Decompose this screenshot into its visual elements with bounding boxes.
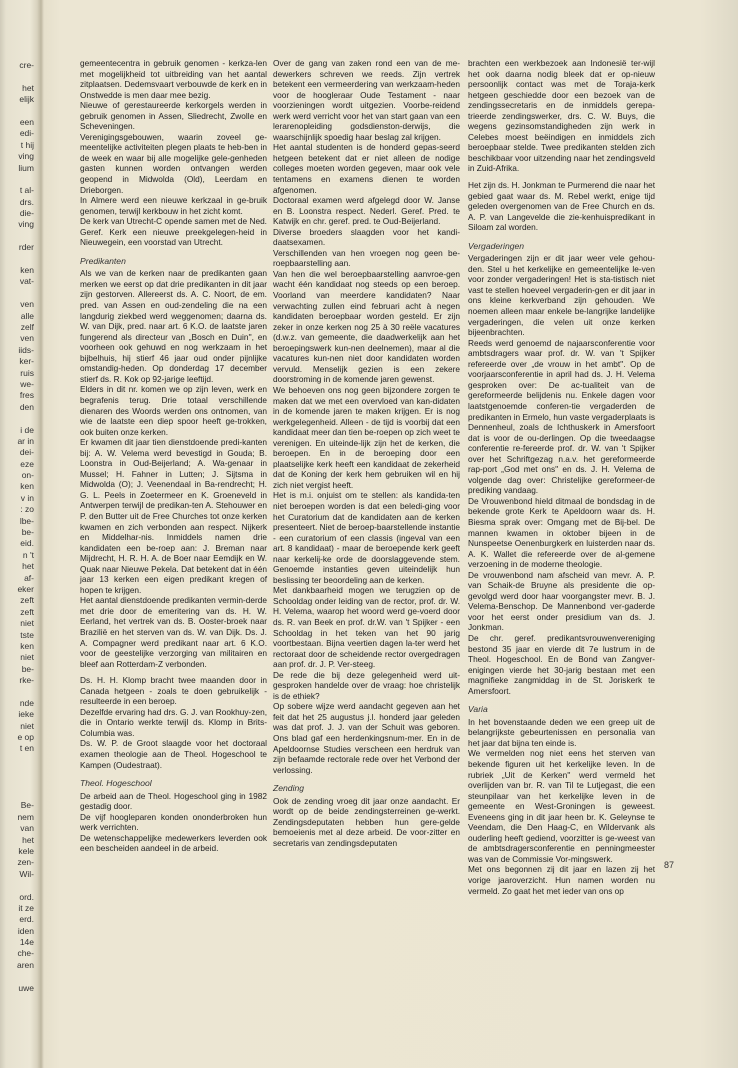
edge-fragment: be- <box>21 527 34 538</box>
paragraph: Op sobere wijze werd aandacht gegeven aan het feit dat het 25 augustus j.l. honderd jaar geleden was dat prof. J. J. van der Schuit was geboren. Ons blad gaf een herdenkingsnum-mer. En in de Apeldoornse Studies verscheen een herdruk van zijn befaamde rectorale rede over het Verbond der verlossing. <box>273 701 460 775</box>
previous-page-edge-fragments <box>0 60 34 994</box>
edge-fragment <box>0 778 34 789</box>
paragraph: De rede die bij deze gelegenheid werd uit-gesproken handelde over de vraag: hoe christelijk is de ethiek? <box>273 669 460 701</box>
edge-fragment <box>0 288 34 299</box>
paragraph: De vrouwenbond nam afscheid van mevr. A. P. van Schaik-de Bruyne als presidente die op-gevolgd werd door haar voorgangster mevr. B. J. Velema-Benschop. De Mannenbond ver-gaderde voor het eerst onder presidium van ds. J. Jonkman. <box>468 569 655 633</box>
edge-fragment: lbe- <box>19 515 34 526</box>
edge-fragment: niet <box>20 618 34 629</box>
edge-fragment: v in <box>20 492 34 503</box>
section-heading: Varia <box>468 704 488 715</box>
edge-fragment <box>0 174 34 185</box>
paragraph: brachten een werkbezoek aan Indonesië ter-wijl het ook daarna nodig bleek dat er op-nieuw persoonlijk contact was met de Toraja-kerk hetgeen geschiedde door een bezoek van de zendingssecretaris en de inmiddels gerepa-trieerde zendingswerker, drs. C. W. Buys, die wegens gezinsomstandigheden zijn werk in Celebes moest beëindigen en inmiddels zich beroepbaar stelde. Twee predikanten stelden zich beschikbaar voor uitzending naar het zendingsveld in Zuid-Afrika. <box>468 58 655 174</box>
edge-fragment: Wil- <box>19 868 34 879</box>
column-1 <box>80 58 267 854</box>
edge-fragment: drs. <box>19 196 34 207</box>
paragraph: Elders in dit nr. komen we op zijn leven, werk en begrafenis terug. Drie totaal verschillende dienaren des Woords werden ons ontnomen, van wie de laatste een diep spoor heeft ge-trokken, ook buiten onze kerken. <box>80 384 267 437</box>
edge-fragment <box>0 413 34 424</box>
edge-fragment <box>0 789 34 800</box>
edge-fragment: een <box>19 116 34 127</box>
paragraph: Over de gang van zaken rond een van de me-dewerkers schreven we reeds. Zijn vertrek betekent een vermeerdering van werkzaam-heden voor de hoogleraar Oude Testament - naar voorzieningen wordt uitgezien. Voorbe-reidend werk werd verricht voor het van start gaan van een lerarenopleiding godsdienston-derwijs, die waarschijnlijk spoedig haar beslag zal krijgen. <box>273 58 460 142</box>
edge-fragment: 14e <box>19 937 34 948</box>
edge-fragment: ken <box>20 640 34 651</box>
paragraph: In Almere werd een nieuwe kerkzaal in ge-bruik genomen, terwijl kerkbouw in het zicht komt. <box>80 195 267 216</box>
magazine-page <box>44 0 738 1068</box>
edge-fragment: n 't <box>22 549 34 560</box>
paragraph: Vergaderingen zijn er dit jaar weer vele gehou-den. Stel u het kerkelijke en gemeentelijke le-ven voor zonder vergaderingen! Het is sta-tistisch niet vast te stellen hoeveel vergaderin-gen er dit jaar in ons kleine kerkverband zijn gehouden. We noemen alleen maar enkele be-langrijke landelijke vergaderingen, die velen uit onze kerken bijeenbrachten. <box>468 253 655 338</box>
edge-fragment: e op <box>17 732 34 743</box>
edge-fragment: tste <box>20 629 34 640</box>
edge-fragment: het <box>22 561 34 572</box>
edge-fragment: aren <box>16 959 34 970</box>
paragraph: Het aantal studenten is de honderd gepas-seerd hetgeen betekent dat er niet alleen de nodige colleges moeten worden gegeven, maar ook vele tentamens en examens dienen te worden afgenomen. <box>273 142 460 195</box>
edge-fragment: ken <box>20 265 34 276</box>
paragraph: Diverse broeders slaagden voor het kandi-daatsexamen. <box>273 226 460 248</box>
edge-fragment: zeft <box>20 595 34 606</box>
edge-fragment: ken <box>20 481 34 492</box>
edge-fragment: t en <box>19 743 34 754</box>
edge-fragment: fres <box>19 390 34 401</box>
edge-fragment: ving <box>18 151 34 162</box>
paragraph: Als we van de kerken naar de predikanten gaan merken we eerst op dat drie predikanten in dit jaar zijn gestorven. Allereerst ds. A. C. Noort, de em. pred. van Assen en oud-zendeling die na een langdurig ziekbed werd weggenomen; daarna ds. W. van Dijk, pred. naar art. 6 K.O. de laatste jaren fungerend als directeur van „Bosch en Duin'', en voorheen ook gehuwd en nog werkzaam in het bijbelhuis, hij stierf 46 jaar oud onder pijnlijke omstandig-heden. Op donderdag 17 december stierf ds. R. Kok op 92-jarige leeftijd. <box>80 268 267 384</box>
edge-fragment: zelf <box>20 321 34 332</box>
paragraph: In het bovenstaande deden we een greep uit de belangrijkste gebeurtenissen en personalia van het jaar dat bijna ten einde is. <box>468 716 655 748</box>
edge-fragment: zeft <box>20 606 34 617</box>
edge-fragment <box>0 971 34 982</box>
edge-fragment: it ze <box>18 902 34 913</box>
edge-fragment: erd. <box>19 914 34 925</box>
edge-fragment: rder <box>18 242 34 253</box>
paragraph: De arbeid aan de Theol. Hogeschool ging in 1982 gestadig door. <box>80 790 267 812</box>
edge-fragment: kele <box>18 845 34 856</box>
edge-fragment: ar in <box>17 435 34 446</box>
edge-fragment: den <box>19 401 34 412</box>
edge-fragment: ruis <box>20 367 34 378</box>
edge-fragment: ven <box>20 333 34 344</box>
edge-fragment: niet <box>20 652 34 663</box>
edge-fragment: Be- <box>20 800 34 811</box>
edge-fragment: ving <box>18 219 34 230</box>
column-2 <box>273 58 460 848</box>
paragraph: Het aantal dienstdoende predikanten vermin-derde met drie door de emeritering van ds. H. W. Eerland, het vertrek van ds. B. Ooster-broek naar Brazilië en het sterven van ds. W. van Dijk. Ds. J. A. Compagner werd predikant naar art. 6 K.O. voor de geestelijke verzorging van militairen en bleef aan Rotterdam-Z verbonden. <box>80 595 267 669</box>
edge-fragment: elijk <box>19 94 34 105</box>
edge-fragment: t al- <box>19 185 34 196</box>
paragraph: De vijf hooglераren konden ononderbroken hun werk verrichten. <box>80 811 267 833</box>
edge-fragment: vat- <box>19 276 34 287</box>
edge-fragment: die- <box>19 208 34 219</box>
edge-fragment: : zo <box>20 504 34 515</box>
paragraph: Reeds werd genoemd de najaarsconferentie voor ambtsdragers waar prof. dr. W. van 't Spijker refereerde over „de vrouw in het ambt''. Op de voorjaarsconferentie in april had ds. J. H. Velema gesproken over: De ac-tualiteit van de gereformeerde belijdenis nu. Enkele dagen voor laatstgenoemde conferen-tie vergaderden de predikanten in Ermelo, hun vaste vergaderplaats is Dennenheul, zoals de Ichthuskerk in Amersfoort dat is voor de ou-derlingen. Op die tweedaagse conferentie re-fereerde prof. dr. W. van 't Spijker over het Schriftgezag n.a.v. het gereformeerde rap-port „God met ons'' en ds. J. H. Velema de volgende dag over: Christelijke gereformeer-de prediking vandaag. <box>468 337 655 496</box>
paragraph: De kerk van Utrecht-C opende samen met de Ned. Geref. Kerk een nieuwe preekgelegen-heid in Nieuwegein, een voorstad van Utrecht. <box>80 216 267 248</box>
edge-fragment: ieke <box>18 709 34 720</box>
edge-fragment: lium <box>18 162 34 173</box>
edge-fragment: af- <box>24 572 34 583</box>
paragraph: Ds. H. H. Klomp bracht twee maanden door in Canada hetgeen - zoals te doen gebruikelijk - resulteerde in een beroep. <box>80 675 267 707</box>
edge-fragment: on- <box>21 470 34 481</box>
paragraph: Verschillenden van hen vroegen nog geen be-roepbaarstelling aan. <box>273 247 460 269</box>
edge-fragment <box>0 71 34 82</box>
paragraph: We behoeven ons nog geen bijzondere zorgen te maken dat we met een overvloed van kan-didaten in de komende jaren te maken krijgen. Er is nog werkgelegenheid. Alleen - de tijd is voorbij dat een kandidaat meer dan tien be-roepen op zich weet te verenigen. En uiteinde-lijk zijn het de kerken, die beroepen. En in de beroeping door een plaatselijke kerk heeft een kandidaat de zekerheid dat de Koning der kerk hem gebruiken wil en hij zich niet vergist heeft. <box>273 384 460 490</box>
edge-fragment: cre- <box>19 60 34 70</box>
edge-fragment: eker <box>17 583 34 594</box>
paragraph: Verenigingsgebouwen, waarin zoveel ge-meentelijke activiteiten plegen plaats te heb-ben in de week en waar bij alle mogelijke gele-genheden gasten kunnen worden ontvangen werden geopend in Midwolda (Old), Leerdam en Drieborgen. <box>80 131 267 195</box>
edge-fragment: van <box>20 823 34 834</box>
edge-fragment: i de <box>20 424 34 435</box>
edge-fragment: alle <box>20 310 34 321</box>
edge-fragment: be- <box>21 663 34 674</box>
paragraph: De wetenschappelijke medewerkers leverden ook een bescheiden aandeel in de arbeid. <box>80 832 267 854</box>
edge-fragment: t hij <box>20 139 34 150</box>
paragraph: Ook de zending vroeg dit jaar onze aandacht. Er wordt op de beide zendingsterreinen ge-werkt. Zendingsdeputaten hebben hun gere-gelde bemoeienis met al deze arbeid. De voor-zitter en secretaris van zendingsdeputaten <box>273 795 460 848</box>
edge-fragment: we- <box>20 378 34 389</box>
edge-fragment <box>0 254 34 265</box>
edge-fragment: ord. <box>19 891 34 902</box>
column-3 <box>468 58 655 896</box>
paragraph: gemeentecentra in gebruik genomen - kerkza-len met mogelijkheid tot uitbreiding van het aantal zitplaatsen. Dedemsvaart verbouwde de kerk en in Onstwedde is men daar mee bezig. <box>80 58 267 100</box>
section-heading: Predikanten <box>80 255 126 266</box>
edge-fragment: het <box>22 834 34 845</box>
edge-fragment: iids- <box>18 344 34 355</box>
paragraph: Met ons begonnen zij dit jaar en lazen zij het vorige jaaroverzicht. Hun namen worden nu vermeld. Zo gaat het met ieder van ons op <box>468 864 655 896</box>
edge-fragment: iden <box>17 925 34 936</box>
section-heading: Theol. Hogeschool <box>80 778 152 789</box>
edge-fragment: che- <box>17 948 34 959</box>
edge-fragment: rke- <box>19 675 34 686</box>
edge-fragment <box>0 231 34 242</box>
paragraph: Nieuwe of gerestaureerde kerkorgels werden in gebruik genomen in Assen, Sliedrecht, Zwolle en Scheveningen. <box>80 100 267 132</box>
edge-fragment: niet <box>20 720 34 731</box>
edge-fragment <box>0 106 34 117</box>
paragraph: Er kwamen dit jaar tien dienstdoende predi-kanten bij: A. W. Velema werd bevestigd in Gouda; B. Loonstra in Oud-Beijerland; A. Wa-genaar in Mussel; H. Fahner in Lutten; J. Sijtsma in Midwolda (O); J. Veenendaal in Ba-rendrecht; H. G. L. Peels in Zoetermeer en K. Groeneveld in Antwerpen terwijl de predikan-ten A. Stehouwer en P. den Butter uit de Free Churches tot onze kerken kwamen en zich verbonden aan respect. Nijkerk en Middelhar-nis. Inmiddels namen drie kandidaten een be-roep aan: J. Breman naar Mijdrecht, H. R. H. A. de Boer naar Eemdijk en W. Quak naar Nieuwe Pekela. Dat betekent dat in één jaar 13 kerken een eigen predikant kregen of hopen te krijgen. <box>80 437 267 595</box>
paragraph: De chr. geref. predikantsvrouwenvereniging bestond 35 jaar en vierde dit 7e lustrum in de Theol. Hogeschool. En de Bond van Zangver-enigingen vierde het 30-jarig bestaan met een magnifieke zangmiddag in de St. Joriskerk te Amersfoort. <box>468 632 655 696</box>
paragraph: Het is m.i. onjuist om te stellen: als kandida-ten niet beroepen worden is dat een beledi-ging voor het Curatorium dat de kandidaten aan de kerken presenteert. Niet de beroep-baarstellende instantie - een curatorium of een classis (ingeval van een art. 8 kandidaat) - maar de beroepende kerk geeft naar kerkelij-ke orde de doorslaggevende stem. Genoemde instanties geven uiteindelijk hun beslissing ter beoordeling aan de kerken. <box>273 490 460 585</box>
edge-fragment: edi- <box>19 128 34 139</box>
edge-fragment: nem <box>17 811 34 822</box>
edge-fragment <box>0 755 34 766</box>
edge-fragment: eze <box>20 458 34 469</box>
edge-fragment: uwe <box>18 982 34 993</box>
paragraph: We vermelden nog niet eens het sterven van bekende figuren uit het kerkelijke leven. In de rubriek „Uit de Kerken'' werd vermeld het overlijden van br. R. van Til te Lutjegast, die een steunpilaar van het kerkelijke leven in de gemeente en West-Groningen is geweest. Eveneens ging in dit jaar heen br. K. Geleynse te Veendam, die Den Haag-C, en Wildervank als ouderling heeft gediend, voorzitter is ge-weest van de ambtsdragersconferentie en penningmeester was van de Commissie Vor-mingswerk. <box>468 748 655 864</box>
edge-fragment: ven <box>20 299 34 310</box>
edge-fragment: het <box>22 82 34 93</box>
edge-fragment <box>0 686 34 697</box>
edge-fragment <box>0 766 34 777</box>
paragraph: Met dankbaarheid mogen we terugzien op de Schooldag onder leiding van de rector, prof. dr. W. H. Velema, waarop het woord werd ge-voerd door ds. R. van Beek en prof. dr.W. van 't Spijker - een Schooldag in het teken van het 90 jarig voortbestaan. Bijna veertien dagen la-ter werd het rectoraat door de scheidende rector overgedragen aan prof. dr. J. P. Ver-steeg. <box>273 585 460 670</box>
paragraph: Het zijn ds. H. Jonkman te Purmerend die naar het gebied gaat waar ds. M. Rebel werkt, enige tijd geleden overgenomen van de Free Church en ds. A. P. van Langevelde die zie-kenhuispredikant in Siloam zal worden. <box>468 180 655 233</box>
edge-fragment: ker- <box>19 356 34 367</box>
paragraph: Van hen die wel beroepbaarstelling aanvroe-gen wacht één kandidaat nog steeds op een beroep. Voorland van meerdere kandidaten? Naar verwachting zullen eind februari acht à negen kandidaten beroepbaar worden gesteld. Er zijn zeker in onze kerken nog 25 à 30 reële vacatures (d.w.z. van gemeente, die daadwerkelijk aan het beroepingswerk kun-nen deelnemen), maar al die vacatures kun-nen niet door kandidaten worden vervuld. Menselijk gezien is een zekere doorstroming in de komende jaren gewenst. <box>273 268 460 385</box>
edge-fragment: dei- <box>19 447 34 458</box>
edge-fragment: nde <box>19 697 34 708</box>
edge-fragment <box>0 880 34 891</box>
paragraph: Ds. W. P. de Groot slaagde voor het doctoraal examen theologie aan de Theol. Hogeschool te Kampen (Oudestraat). <box>80 738 267 770</box>
paragraph: Doctoraal examen werd afgelegd door W. Janse en B. Loonstra respect. Nederl. Geref. Pred. te Katwijk en chr. geref. pred. te Oud-Beijerland. <box>273 195 460 227</box>
edge-fragment: eid. <box>20 538 34 549</box>
page-number: 87 <box>664 860 675 870</box>
edge-fragment: zen- <box>17 857 34 868</box>
paragraph: Dezelfde ervaring had drs. G. J. van Rookhuy-zen, die in Ontario werkte terwijl ds. Klomp in Brits-Columbia was. <box>80 706 267 738</box>
section-heading: Zending <box>273 783 305 794</box>
section-heading: Vergaderingen <box>468 240 525 251</box>
paragraph: De Vrouwenbond hield ditmaal de bondsdag in de bekende grote Kerk te Apeldoorn waar ds. H. Biesma sprak over: Omgang met de Bij-bel. De mannen kwamen in oktober bijeen in de Nunspeetse Oenenburgkerk en luisterden naar ds. A. K. Wallet die refereerde over de al-gemene verzoening in de moderne theologie. <box>468 495 655 570</box>
